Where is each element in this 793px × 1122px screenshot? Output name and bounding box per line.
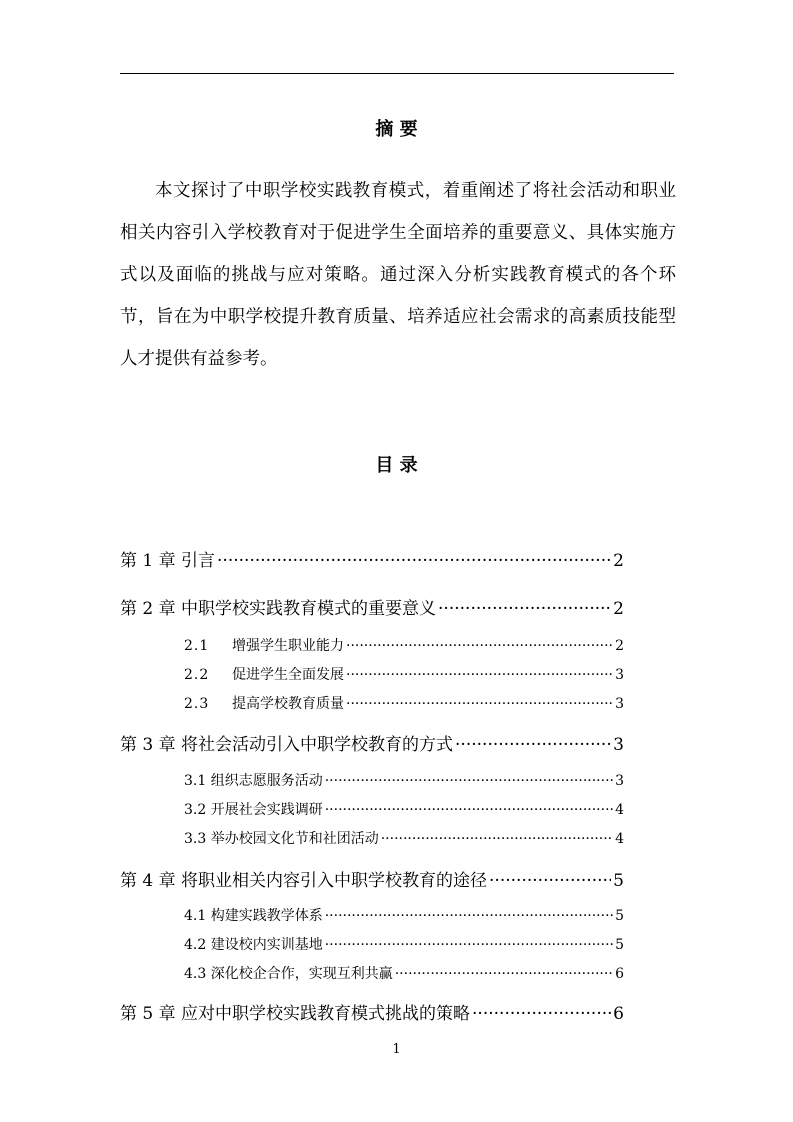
toc-entry-chapter-1[interactable] [120, 546, 624, 571]
toc-entry-page: 2 [613, 599, 624, 619]
toc-title: 目 录 [375, 455, 418, 476]
toc-leader [217, 551, 611, 571]
toc-entry-page: 4 [615, 831, 624, 847]
toc-entry-chapter-2[interactable] [120, 594, 624, 619]
toc-entry-label: 第 2 章 中职学校实践教育模式的重要意义 [120, 599, 437, 619]
toc-entry-page: 4 [615, 802, 624, 818]
toc-leader [438, 599, 611, 619]
toc-leader [325, 773, 613, 789]
toc-entry-page: 5 [613, 871, 624, 891]
toc-entry-page: 5 [615, 937, 624, 953]
toc-entry-number: 2.3 [184, 696, 210, 712]
toc-entry-chapter-5[interactable] [120, 999, 624, 1024]
abstract-title: 摘 要 [375, 119, 418, 140]
toc-entry-chapter-4[interactable] [120, 866, 624, 891]
toc-entry-label: 3.1 组织志愿服务活动 [184, 773, 323, 789]
abstract-body: 本文探讨了中职学校实践教育模式，着重阐述了将社会活动和职业相关内容引入学校教育对于促进学生全面培养的重要意义、具体实施方式以及面临的挑战与应对策略。通过深入分析实践教育模式的各个环节，旨在为中职学校提升教育质量、培养适应社会需求的高素质技能型人才提供有益参考。 [120, 181, 676, 369]
toc-leader [346, 696, 613, 712]
toc-entry-section-2-3[interactable] [184, 693, 624, 713]
page-number: 1 [392, 1042, 401, 1057]
toc-entry-page: 2 [613, 551, 624, 571]
toc-entry-label: 3.2 开展社会实践调研 [184, 802, 323, 818]
toc-entry-label: 4.3 深化校企合作，实现互利共赢 [184, 966, 393, 982]
toc-leader [395, 966, 613, 982]
toc-leader [325, 908, 613, 924]
toc-entry-label: 促进学生全面发展 [232, 667, 344, 683]
toc-entry-label: 第 3 章 将社会活动引入中职学校教育的方式 [120, 735, 454, 755]
toc-leader [381, 831, 613, 847]
toc-entry-page: 3 [615, 667, 624, 683]
toc-entry-page: 2 [615, 638, 624, 654]
toc-entry-section-3-3[interactable] [184, 828, 624, 848]
toc-entry-section-4-1[interactable] [184, 905, 624, 925]
toc-leader [455, 735, 611, 755]
toc-entry-label: 3.3 举办校园文化节和社团活动 [184, 831, 379, 847]
toc-leader [325, 802, 613, 818]
toc-leader [346, 638, 613, 654]
toc-entry-number: 2.2 [184, 667, 210, 683]
toc-entry-label: 第 5 章 应对中职学校实践教育模式挑战的策略 [120, 1004, 471, 1024]
toc-entry-section-4-3[interactable] [184, 963, 624, 983]
toc-entry-page: 6 [613, 1004, 624, 1024]
toc-entry-chapter-3[interactable] [120, 730, 624, 755]
toc-entry-section-3-1[interactable] [184, 770, 624, 790]
toc-entry-label: 第 4 章 将职业相关内容引入中职学校教育的途径 [120, 871, 488, 891]
toc-entry-section-4-2[interactable] [184, 934, 624, 954]
toc-entry-label: 4.2 建设校内实训基地 [184, 937, 323, 953]
toc-entry-label: 4.1 构建实践教学体系 [184, 908, 323, 924]
toc-entry-label: 第 1 章 引言 [120, 551, 216, 571]
toc-entry-page: 3 [615, 773, 624, 789]
toc-entry-section-3-2[interactable] [184, 799, 624, 819]
toc-entry-page: 3 [615, 696, 624, 712]
toc-entry-page: 3 [613, 735, 624, 755]
toc-entry-page: 6 [615, 966, 624, 982]
toc-entry-number: 2.1 [184, 638, 210, 654]
toc-leader [325, 937, 613, 953]
toc-entry-page: 5 [615, 908, 624, 924]
toc-entry-label: 增强学生职业能力 [232, 638, 344, 654]
toc-leader [472, 1004, 611, 1024]
toc-entry-label: 提高学校教育质量 [232, 696, 344, 712]
toc-entry-section-2-1[interactable] [184, 635, 624, 655]
toc-leader [346, 667, 613, 683]
toc-leader [489, 871, 611, 891]
toc-entry-section-2-2[interactable] [184, 664, 624, 684]
